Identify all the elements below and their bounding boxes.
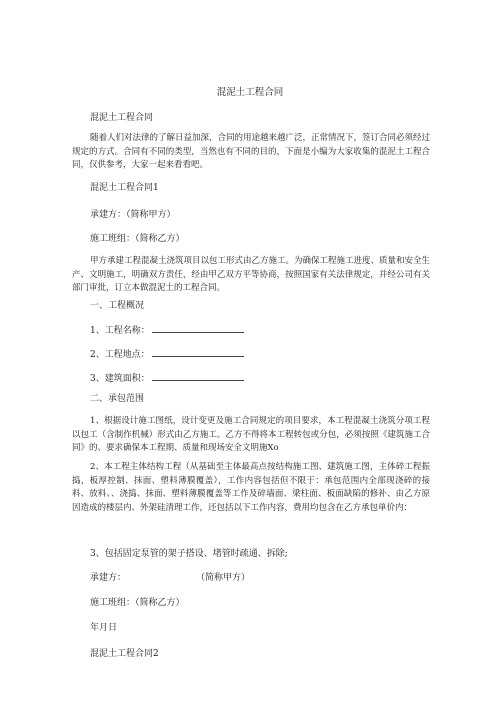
document-title: 混泥土工程合同 (216, 87, 284, 98)
section-contract-scope: 二、承包范围 (90, 394, 145, 404)
signature-date: 年月日 (90, 623, 118, 633)
intro-paragraph: 随着人们对法律的了解日益加深，合同的用途越来越广泛，正常情况下，签订合同必须经过规定的方式。合同有不同的类型，当然也有不同的目的，下面是小编为大家收集的混泥土工程合同，仅供参考，大家一起来看看吧。 (72, 133, 431, 171)
building-area-blank (152, 371, 244, 381)
scope-paragraph-3: 3、包括固定泵管的架子搭设、堵管时疏通、拆除; (90, 549, 288, 559)
scope-paragraph-2: 2、本工程主体结构工程（从基础至主体最高点按结构施工图、建筑施工图，主体碎工程振捣，板厚控制、抹面、塑料薄膜覆盖），工作内容包括但不限于：承包范围内全部现浇碎的接料、放料、、浇捣、抹面、塑料薄膜覆盖等工作及碎墙面、梁柱面、板面缺陷的修补、由乙方原因造成的楼层内、外架硅清理工作，还包括以下工作内容，费用均包含在乙方承包单价内： (72, 462, 430, 513)
signature-party-a-value: （简称甲方） (196, 573, 251, 583)
subtitle: 混泥土工程合同 (90, 113, 154, 123)
signature-party-b: 施工班组：（简称乙方） (90, 598, 185, 608)
project-name-label: 1、工程名称： (90, 326, 150, 336)
project-location-label: 2、工程地点： (90, 350, 150, 360)
contract1-heading: 混泥土工程合同1 (90, 183, 159, 193)
signature-party-a-label: 承建方： (90, 573, 127, 583)
party-a-line: 承建方：（简称甲方） (90, 210, 176, 220)
signature-party-a (90, 572, 250, 584)
contract2-heading: 混泥土工程合同2 (90, 649, 159, 659)
project-name-blank (152, 323, 244, 333)
section-project-overview: 一、工程概况 (90, 301, 145, 311)
building-area-row (90, 371, 244, 385)
party-b-line: 施工班组：（简称乙方） (90, 234, 185, 244)
project-name-row (90, 323, 244, 337)
scope-paragraph-1: 1、根据设计施工图纸，设计变更及施工合同规定的项目要求，本工程混凝土浇筑分项工程以包工（含制作机械）形式由乙方施工。乙方不得将本工程转包或分包，必须按照《建筑施工合同》的、要求确保本工程期、质量和现场安全文明施Xo (72, 416, 430, 454)
preamble-paragraph: 甲方承建工程混凝土浇筑项目以包工形式由乙方施工。为确保工程施工进度、质量和安全生产、文明施工，明确双方责任，经由甲乙双方平等协商，按照国家有关法律规定，并经公司有关部门审批，订立本做混泥土的工程合同。 (72, 256, 431, 294)
project-location-blank (152, 347, 244, 357)
project-location-row (90, 347, 244, 361)
building-area-label: 3、建筑面积： (90, 374, 150, 384)
